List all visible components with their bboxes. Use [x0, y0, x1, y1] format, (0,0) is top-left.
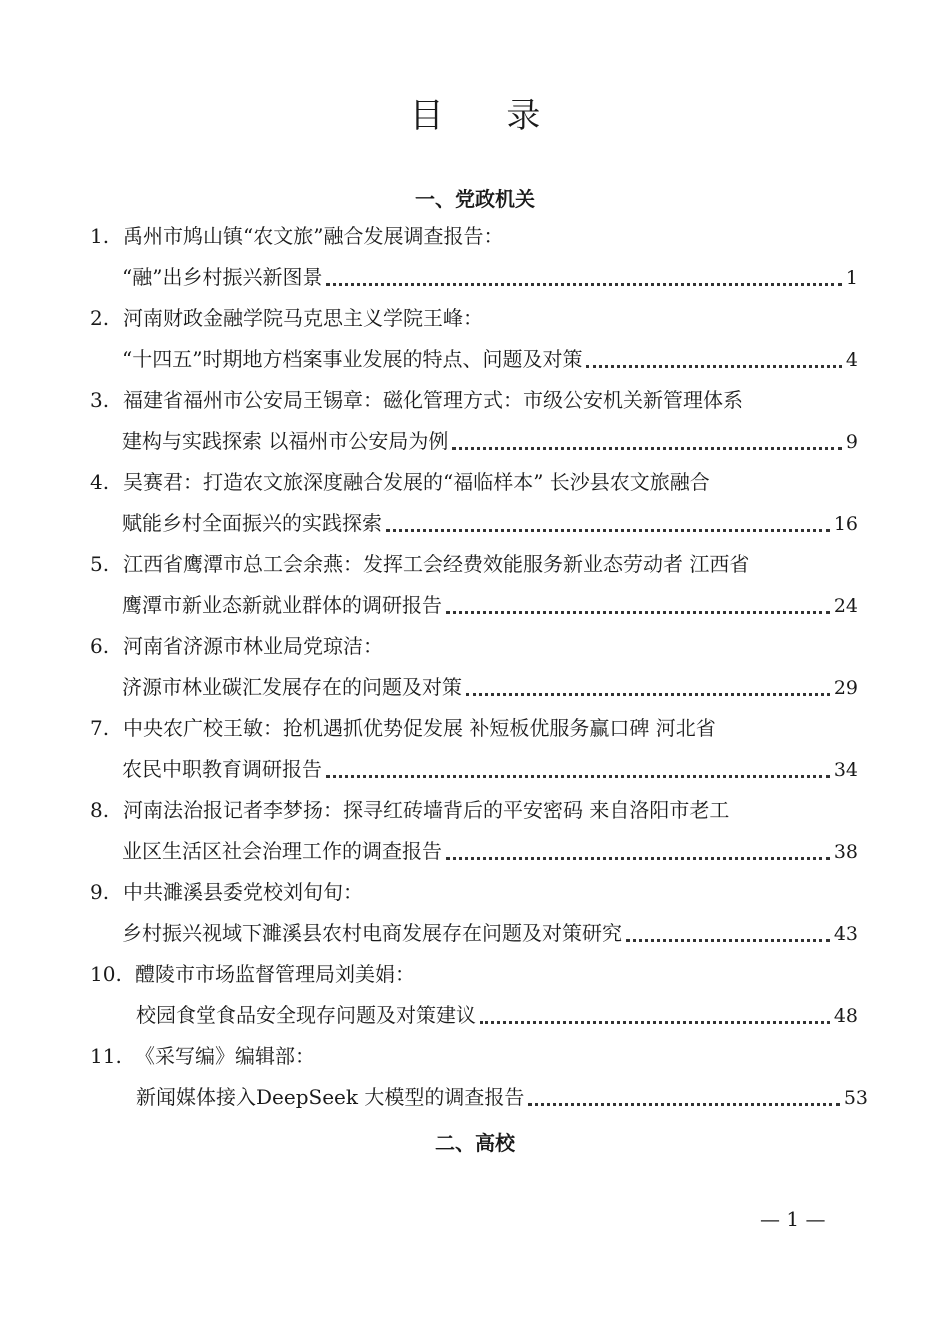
dot-leader: [386, 529, 830, 532]
entry-number: 1.: [90, 224, 110, 248]
entry-title: 中央农广校王敏：抢机遇抓优势促发展 补短板优服务赢口碑 河北省: [123, 716, 716, 740]
entry-number: 9.: [90, 880, 110, 904]
toc-entry[interactable]: [0, 386, 950, 468]
entry-subtitle: 济源市林业碳汇发展存在的问题及对策: [122, 675, 462, 699]
dot-leader: [466, 693, 830, 696]
entry-title: 吴赛君：打造农文旅深度融合发展的“福临样本” 长沙县农文旅融合: [123, 470, 710, 494]
toc-entry[interactable]: [0, 550, 950, 632]
entry-subtitle: 赋能乡村全面振兴的实践探索: [122, 511, 382, 535]
entry-page-number: 34: [833, 759, 858, 781]
entry-title: 福建省福州市公安局王锡章：磁化管理方式：市级公安机关新管理体系: [123, 388, 743, 412]
section-heading-universities: 二、高校: [435, 1131, 515, 1155]
toc-entry[interactable]: [0, 796, 950, 878]
dot-leader: [480, 1021, 830, 1024]
toc-entry[interactable]: [0, 632, 950, 714]
entry-number: 3.: [90, 388, 110, 412]
entry-page-number: 29: [833, 677, 858, 699]
toc-entry[interactable]: [0, 304, 950, 386]
entry-subtitle: “十四五”时期地方档案事业发展的特点、问题及对策: [122, 347, 583, 371]
entry-page-number: 48: [833, 1005, 858, 1027]
entry-title: 河南法治报记者李梦扬：探寻红砖墙背后的平安密码 来自洛阳市老工: [123, 798, 730, 822]
dot-leader: [586, 365, 841, 368]
entry-number: 2.: [90, 306, 110, 330]
entry-title: 河南财政金融学院马克思主义学院王峰：: [123, 306, 483, 330]
entry-subtitle: 校园食堂食品安全现存问题及对策建议: [136, 1003, 476, 1027]
entry-page-number: 1: [845, 267, 858, 289]
dot-leader: [452, 447, 842, 450]
section-heading-party-government: 一、党政机关: [415, 187, 535, 211]
entry-subtitle: 乡村振兴视域下濉溪县农村电商发展存在问题及对策研究: [122, 921, 622, 945]
entry-subtitle: 鹰潭市新业态新就业群体的调研报告: [122, 593, 442, 617]
entry-subtitle: 农民中职教育调研报告: [122, 757, 322, 781]
dot-leader: [446, 857, 830, 860]
entry-number: 8.: [90, 798, 110, 822]
dot-leader: [326, 775, 830, 778]
toc-entry[interactable]: [0, 960, 950, 1042]
entry-page-number: 53: [843, 1087, 868, 1109]
entry-subtitle: 业区生活区社会治理工作的调查报告: [122, 839, 442, 863]
entry-subtitle: 建构与实践探索 以福州市公安局为例: [122, 429, 449, 453]
dot-leader: [326, 283, 841, 286]
entry-title: 江西省鹰潭市总工会余燕：发挥工会经费效能服务新业态劳动者 江西省: [123, 552, 750, 576]
entry-title: 《采写编》编辑部：: [135, 1044, 315, 1068]
entry-title: 中共濉溪县委党校刘旬旬：: [123, 880, 363, 904]
toc-list: [0, 222, 950, 1124]
entry-number: 6.: [90, 634, 110, 658]
toc-entry[interactable]: [0, 714, 950, 796]
page-number-footer: — 1 —: [760, 1207, 826, 1231]
entry-title: 河南省济源市林业局党琼洁：: [123, 634, 383, 658]
dot-leader: [446, 611, 830, 614]
entry-subtitle: “融”出乡村振兴新图景: [122, 265, 323, 289]
toc-entry[interactable]: [0, 1042, 950, 1124]
entry-page-number: 43: [833, 923, 858, 945]
entry-subtitle: 新闻媒体接入DeepSeek 大模型的调查报告: [136, 1085, 525, 1109]
dot-leader: [528, 1103, 839, 1106]
entry-number: 7.: [90, 716, 110, 740]
entry-title: 醴陵市市场监督管理局刘美娟：: [135, 962, 415, 986]
entry-page-number: 4: [845, 349, 858, 371]
entry-title: 禹州市鸠山镇“农文旅”融合发展调查报告：: [123, 224, 504, 248]
toc-entry[interactable]: [0, 468, 950, 550]
entry-number: 11.: [90, 1044, 122, 1068]
entry-number: 4.: [90, 470, 110, 494]
entry-number: 10.: [90, 962, 122, 986]
entry-page-number: 38: [833, 841, 858, 863]
entry-page-number: 24: [833, 595, 858, 617]
toc-title: 目 录: [409, 96, 567, 136]
entry-page-number: 9: [845, 431, 858, 453]
dot-leader: [626, 939, 830, 942]
entry-page-number: 16: [833, 513, 858, 535]
toc-entry[interactable]: [0, 878, 950, 960]
entry-number: 5.: [90, 552, 110, 576]
toc-entry[interactable]: [0, 222, 950, 304]
